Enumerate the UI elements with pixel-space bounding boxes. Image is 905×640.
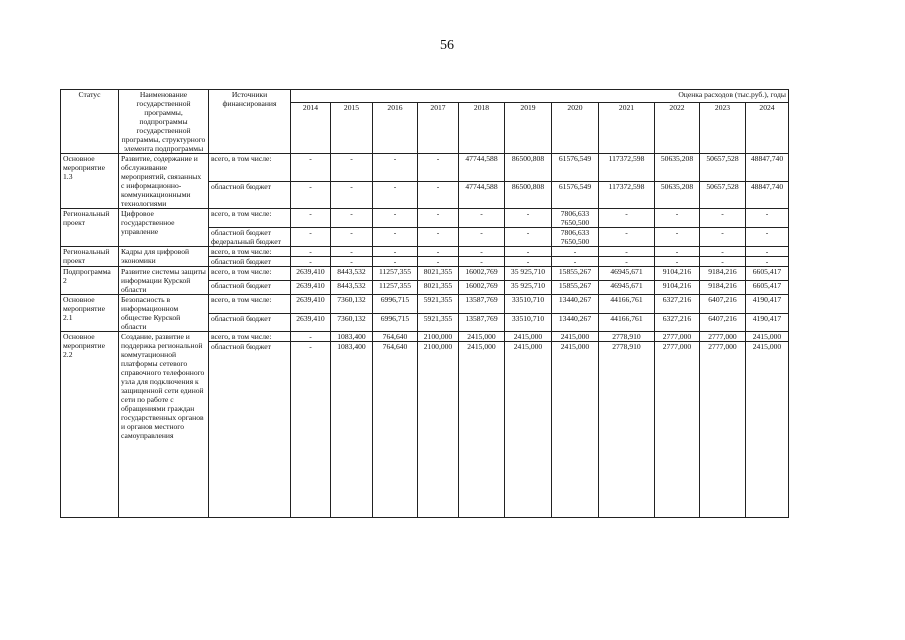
row-value: - [291, 228, 331, 247]
row-value: - [459, 228, 505, 247]
row-value: 16002,769 [459, 267, 505, 281]
table-row [61, 295, 789, 314]
row-value: - [291, 342, 331, 518]
row-value: 6996,715 [373, 313, 418, 332]
row-value: 86500,808 [505, 181, 552, 209]
table-row [61, 267, 789, 281]
row-value: 50657,528 [700, 181, 746, 209]
row-value: - [331, 181, 373, 209]
row-value: - [331, 247, 373, 257]
row-value: 61576,549 [552, 181, 599, 209]
row-value: - [291, 209, 331, 228]
row-status: Региональный проект [61, 247, 119, 267]
row-value: 8443,532 [331, 267, 373, 281]
row-value: 6996,715 [373, 295, 418, 314]
row-source-label: всего, в том числе: [209, 154, 291, 182]
row-value: 6605,417 [746, 281, 789, 295]
row-value: 8443,532 [331, 281, 373, 295]
row-value: 117372,598 [599, 181, 655, 209]
header-row [61, 90, 789, 103]
row-value: 11257,355 [373, 267, 418, 281]
row-value: 7806,633 7650,500 [552, 228, 599, 247]
row-value: 2100,000 [418, 342, 459, 518]
row-value: 2777,000 [655, 332, 700, 342]
row-value: - [373, 228, 418, 247]
row-value: 1083,400 [331, 332, 373, 342]
row-value: 11257,355 [373, 281, 418, 295]
header-year: 2024 [746, 103, 789, 154]
row-value: - [331, 154, 373, 182]
row-name: Развитие, содержание и обслуживание мероприятий, связанных с информационно-коммуникационными технологиями [119, 154, 209, 209]
row-value: 8021,355 [418, 281, 459, 295]
row-value: 5921,355 [418, 295, 459, 314]
row-value: 9104,216 [655, 281, 700, 295]
row-value: 47744,588 [459, 154, 505, 182]
header-year: 2019 [505, 103, 552, 154]
row-value: 2777,000 [700, 332, 746, 342]
header-sources: Источники финансирования [209, 90, 291, 154]
row-value: 44166,761 [599, 295, 655, 314]
page-number: 56 [440, 38, 454, 53]
row-value: 2415,000 [505, 342, 552, 518]
row-value: 2415,000 [746, 332, 789, 342]
row-value: - [373, 247, 418, 257]
row-value: 7360,132 [331, 313, 373, 332]
header-year: 2018 [459, 103, 505, 154]
row-source-label: областной бюджет [209, 342, 291, 518]
table-row [61, 209, 789, 228]
row-value: - [700, 247, 746, 257]
row-value: 48847,740 [746, 154, 789, 182]
row-value: 46945,671 [599, 281, 655, 295]
row-value: 6327,216 [655, 295, 700, 314]
row-value: - [331, 257, 373, 267]
row-value: 2639,410 [291, 281, 331, 295]
row-name: Безопасность в информационном обществе Курской области [119, 295, 209, 332]
header-year: 2017 [418, 103, 459, 154]
row-value: 46945,671 [599, 267, 655, 281]
row-name: Создание, развитие и поддержка региональной коммутационной платформы сетевого справочного телефонного узла для подключения к защищенной сети единой сети по работе с обращениями граждан государственных органов и органов местного самоуправления [119, 332, 209, 518]
header-year: 2015 [331, 103, 373, 154]
row-value: 61576,549 [552, 154, 599, 182]
row-value: 15855,267 [552, 267, 599, 281]
row-value: - [746, 209, 789, 228]
row-value: - [655, 209, 700, 228]
row-value: 13587,769 [459, 313, 505, 332]
row-name: Цифровое государственное управление [119, 209, 209, 247]
row-value: - [505, 247, 552, 257]
row-value: 44166,761 [599, 313, 655, 332]
row-value: 2415,000 [552, 342, 599, 518]
row-value: 9184,216 [700, 267, 746, 281]
row-value: - [373, 257, 418, 267]
row-value: 2777,000 [700, 342, 746, 518]
budget-table [60, 89, 789, 518]
row-value: - [418, 257, 459, 267]
row-value: 2777,000 [655, 342, 700, 518]
row-source-label: всего, в том числе: [209, 295, 291, 314]
row-value: 2639,410 [291, 295, 331, 314]
row-value: - [552, 257, 599, 267]
row-value: 13440,267 [552, 313, 599, 332]
row-value: 33510,710 [505, 313, 552, 332]
row-value: - [331, 228, 373, 247]
row-value: 50635,208 [655, 154, 700, 182]
row-value: 6407,216 [700, 313, 746, 332]
row-source-label: областной бюджет [209, 181, 291, 209]
row-value: - [418, 154, 459, 182]
row-name: Кадры для цифровой экономики [119, 247, 209, 267]
header-estimate: Оценка расходов (тыс.руб.), годы [291, 90, 789, 103]
row-value: - [700, 257, 746, 267]
row-status: Подпрограмма 2 [61, 267, 119, 295]
table-row [61, 332, 789, 342]
row-value: - [505, 257, 552, 267]
row-status: Основное мероприятие 1.3 [61, 154, 119, 209]
row-value: 4190,417 [746, 313, 789, 332]
row-value: - [373, 209, 418, 228]
row-value: - [291, 181, 331, 209]
row-value: - [655, 257, 700, 267]
row-value: 35 925,710 [505, 281, 552, 295]
row-value: - [459, 209, 505, 228]
row-value: 2415,000 [459, 332, 505, 342]
row-value: 9104,216 [655, 267, 700, 281]
header-year: 2016 [373, 103, 418, 154]
row-value: - [291, 332, 331, 342]
row-value: - [552, 247, 599, 257]
row-source-label: областной бюджет [209, 281, 291, 295]
row-value: 6605,417 [746, 267, 789, 281]
row-value: - [459, 247, 505, 257]
row-value: 8021,355 [418, 267, 459, 281]
row-value: 48847,740 [746, 181, 789, 209]
row-value: 2778,910 [599, 332, 655, 342]
row-value: - [291, 247, 331, 257]
row-value: - [418, 228, 459, 247]
table-row [61, 247, 789, 257]
header-year: 2021 [599, 103, 655, 154]
row-value: - [418, 181, 459, 209]
header-status: Статус [61, 90, 119, 154]
row-value: - [746, 247, 789, 257]
row-value: - [599, 228, 655, 247]
row-value: - [746, 228, 789, 247]
row-value: 7806,633 7650,500 [552, 209, 599, 228]
row-value: - [505, 228, 552, 247]
row-source-label: областной бюджет федеральный бюджет [209, 228, 291, 247]
row-value: - [373, 154, 418, 182]
row-value: 1083,400 [331, 342, 373, 518]
row-source-label: всего, в том числе: [209, 332, 291, 342]
header-year: 2020 [552, 103, 599, 154]
row-source-label: всего, в том числе: [209, 267, 291, 281]
row-value: 50657,528 [700, 154, 746, 182]
row-value: 764,640 [373, 342, 418, 518]
row-value: 2100,000 [418, 332, 459, 342]
table-row [61, 154, 789, 182]
header-name: Наименование государственной программы, подпрограммы государственной программы, структурного элемента подпрограммы [119, 90, 209, 154]
header-year: 2022 [655, 103, 700, 154]
row-value: 50635,208 [655, 181, 700, 209]
row-value: 764,640 [373, 332, 418, 342]
row-source-label: областной бюджет [209, 313, 291, 332]
row-value: 2415,000 [505, 332, 552, 342]
row-value: 6327,216 [655, 313, 700, 332]
row-value: - [599, 247, 655, 257]
row-value: - [291, 257, 331, 267]
row-value: - [291, 154, 331, 182]
row-value: 2639,410 [291, 313, 331, 332]
row-value: 6407,216 [700, 295, 746, 314]
row-value: 117372,598 [599, 154, 655, 182]
row-value: 7360,132 [331, 295, 373, 314]
row-value: 2415,000 [459, 342, 505, 518]
row-source-label: областной бюджет [209, 257, 291, 267]
row-value: 13587,769 [459, 295, 505, 314]
row-value: - [599, 257, 655, 267]
row-status: Основное мероприятие 2.1 [61, 295, 119, 332]
row-value: 16002,769 [459, 281, 505, 295]
row-value: 9184,216 [700, 281, 746, 295]
row-source-label: всего, в том числе: [209, 209, 291, 228]
row-value: - [373, 181, 418, 209]
row-value: - [459, 257, 505, 267]
row-value: - [418, 209, 459, 228]
row-value: - [655, 228, 700, 247]
row-status: Региональный проект [61, 209, 119, 247]
header-year: 2014 [291, 103, 331, 154]
row-value: 2415,000 [552, 332, 599, 342]
row-value: 35 925,710 [505, 267, 552, 281]
row-value: 4190,417 [746, 295, 789, 314]
row-name: Развитие системы защиты информации Курской области [119, 267, 209, 295]
row-value: - [418, 247, 459, 257]
row-value: - [655, 247, 700, 257]
row-value: 5921,355 [418, 313, 459, 332]
row-value: - [505, 209, 552, 228]
row-value: 33510,710 [505, 295, 552, 314]
row-value: 2639,410 [291, 267, 331, 281]
row-value: 2415,000 [746, 342, 789, 518]
row-value: - [599, 209, 655, 228]
row-value: - [700, 228, 746, 247]
row-value: 15855,267 [552, 281, 599, 295]
row-value: - [331, 209, 373, 228]
row-value: 86500,808 [505, 154, 552, 182]
row-value: 2778,910 [599, 342, 655, 518]
row-source-label: всего, в том числе: [209, 247, 291, 257]
row-value: 13440,267 [552, 295, 599, 314]
row-value: 47744,588 [459, 181, 505, 209]
row-status: Основное мероприятие 2.2 [61, 332, 119, 518]
row-value: - [700, 209, 746, 228]
header-year: 2023 [700, 103, 746, 154]
row-value: - [746, 257, 789, 267]
